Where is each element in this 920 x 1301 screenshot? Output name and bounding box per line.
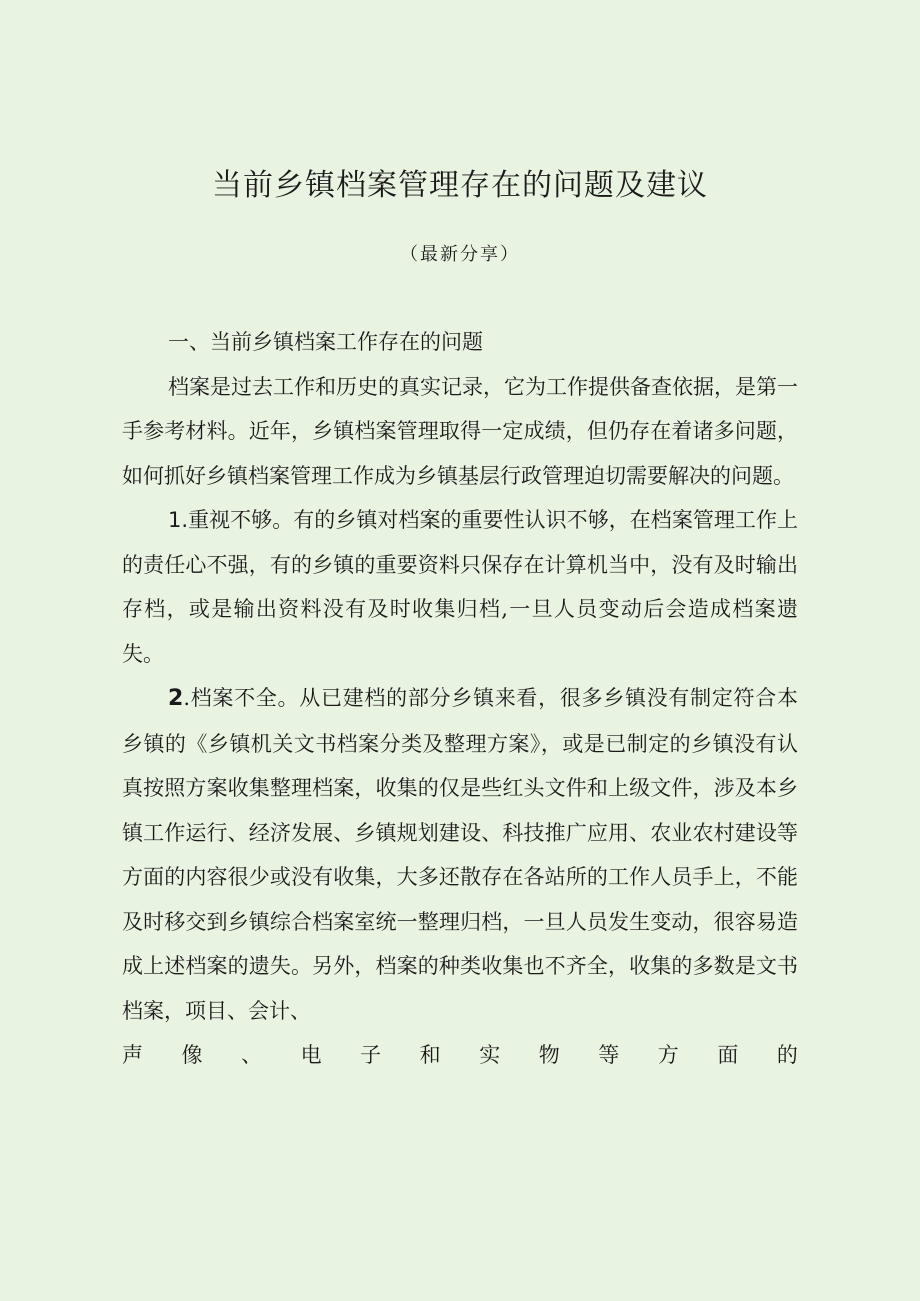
point-1-paragraph: [122, 498, 798, 676]
last-line-word: 电: [300, 1043, 322, 1067]
last-line-spread: [122, 1033, 798, 1078]
point-2-number: 2: [168, 686, 184, 711]
section-heading: 一、当前乡镇档案工作存在的问题: [168, 330, 483, 354]
point-1-text: 重视不够。有的乡镇对档案的重要性认识不够，在档案管理工作上的责任心不强，有的乡镇的重要资料只保存在计算机当中，没有及时输出存档，或是输出资料没有及时收集归档,一旦人员变动后会造成档案遗失。: [122, 508, 798, 666]
last-line-word: 方: [657, 1043, 679, 1067]
intro-paragraph: 档案是过去工作和历史的真实记录，它为工作提供备查依据，是第一手参考材料。近年，乡镇档案管理取得一定成绩，但仍存在着诸多问题，如何抓好乡镇档案管理工作成为乡镇基层行政管理迫切需要解决的问题。: [122, 374, 798, 488]
last-line-word: 实: [479, 1043, 501, 1067]
last-line-word: 声: [122, 1043, 143, 1067]
last-line-word: 的: [776, 1043, 798, 1067]
last-line-word: 面: [717, 1043, 739, 1067]
last-line-word: 、: [241, 1043, 263, 1067]
last-line-word: 像: [181, 1043, 203, 1067]
last-line-word: 物: [538, 1043, 560, 1067]
point-2-paragraph: [122, 676, 798, 1033]
document-title: 当前乡镇档案管理存在的问题及建议: [212, 168, 708, 203]
last-line-word: 和: [419, 1043, 441, 1067]
point-2-text: .档案不全。从已建档的部分乡镇来看，很多乡镇没有制定符合本乡镇的《乡镇机关文书档案分类及整理方案》，或是已制定的乡镇没有认真按照方案收集整理档案，收集的仅是些红头文件和上级文件，涉及本乡镇工作运行、经济发展、乡镇规划建设、科技推广应用、农业农村建设等方面的内容很少或没有收集，大多还散存在各站所的工作人员手上，不能及时移交到乡镇综合档案室统一整理归档，一旦人员发生变动，很容易造成上述档案的遗失。另外，档案的种类收集也不齐全，收集的多数是文书档案，项目、会计、: [122, 686, 798, 1023]
document-body: [122, 320, 798, 1078]
document-subtitle: （最新分享）: [400, 244, 520, 265]
last-line-word: 等: [598, 1043, 620, 1067]
point-1-number: 1.: [168, 508, 189, 532]
last-line-word: 子: [360, 1043, 382, 1067]
